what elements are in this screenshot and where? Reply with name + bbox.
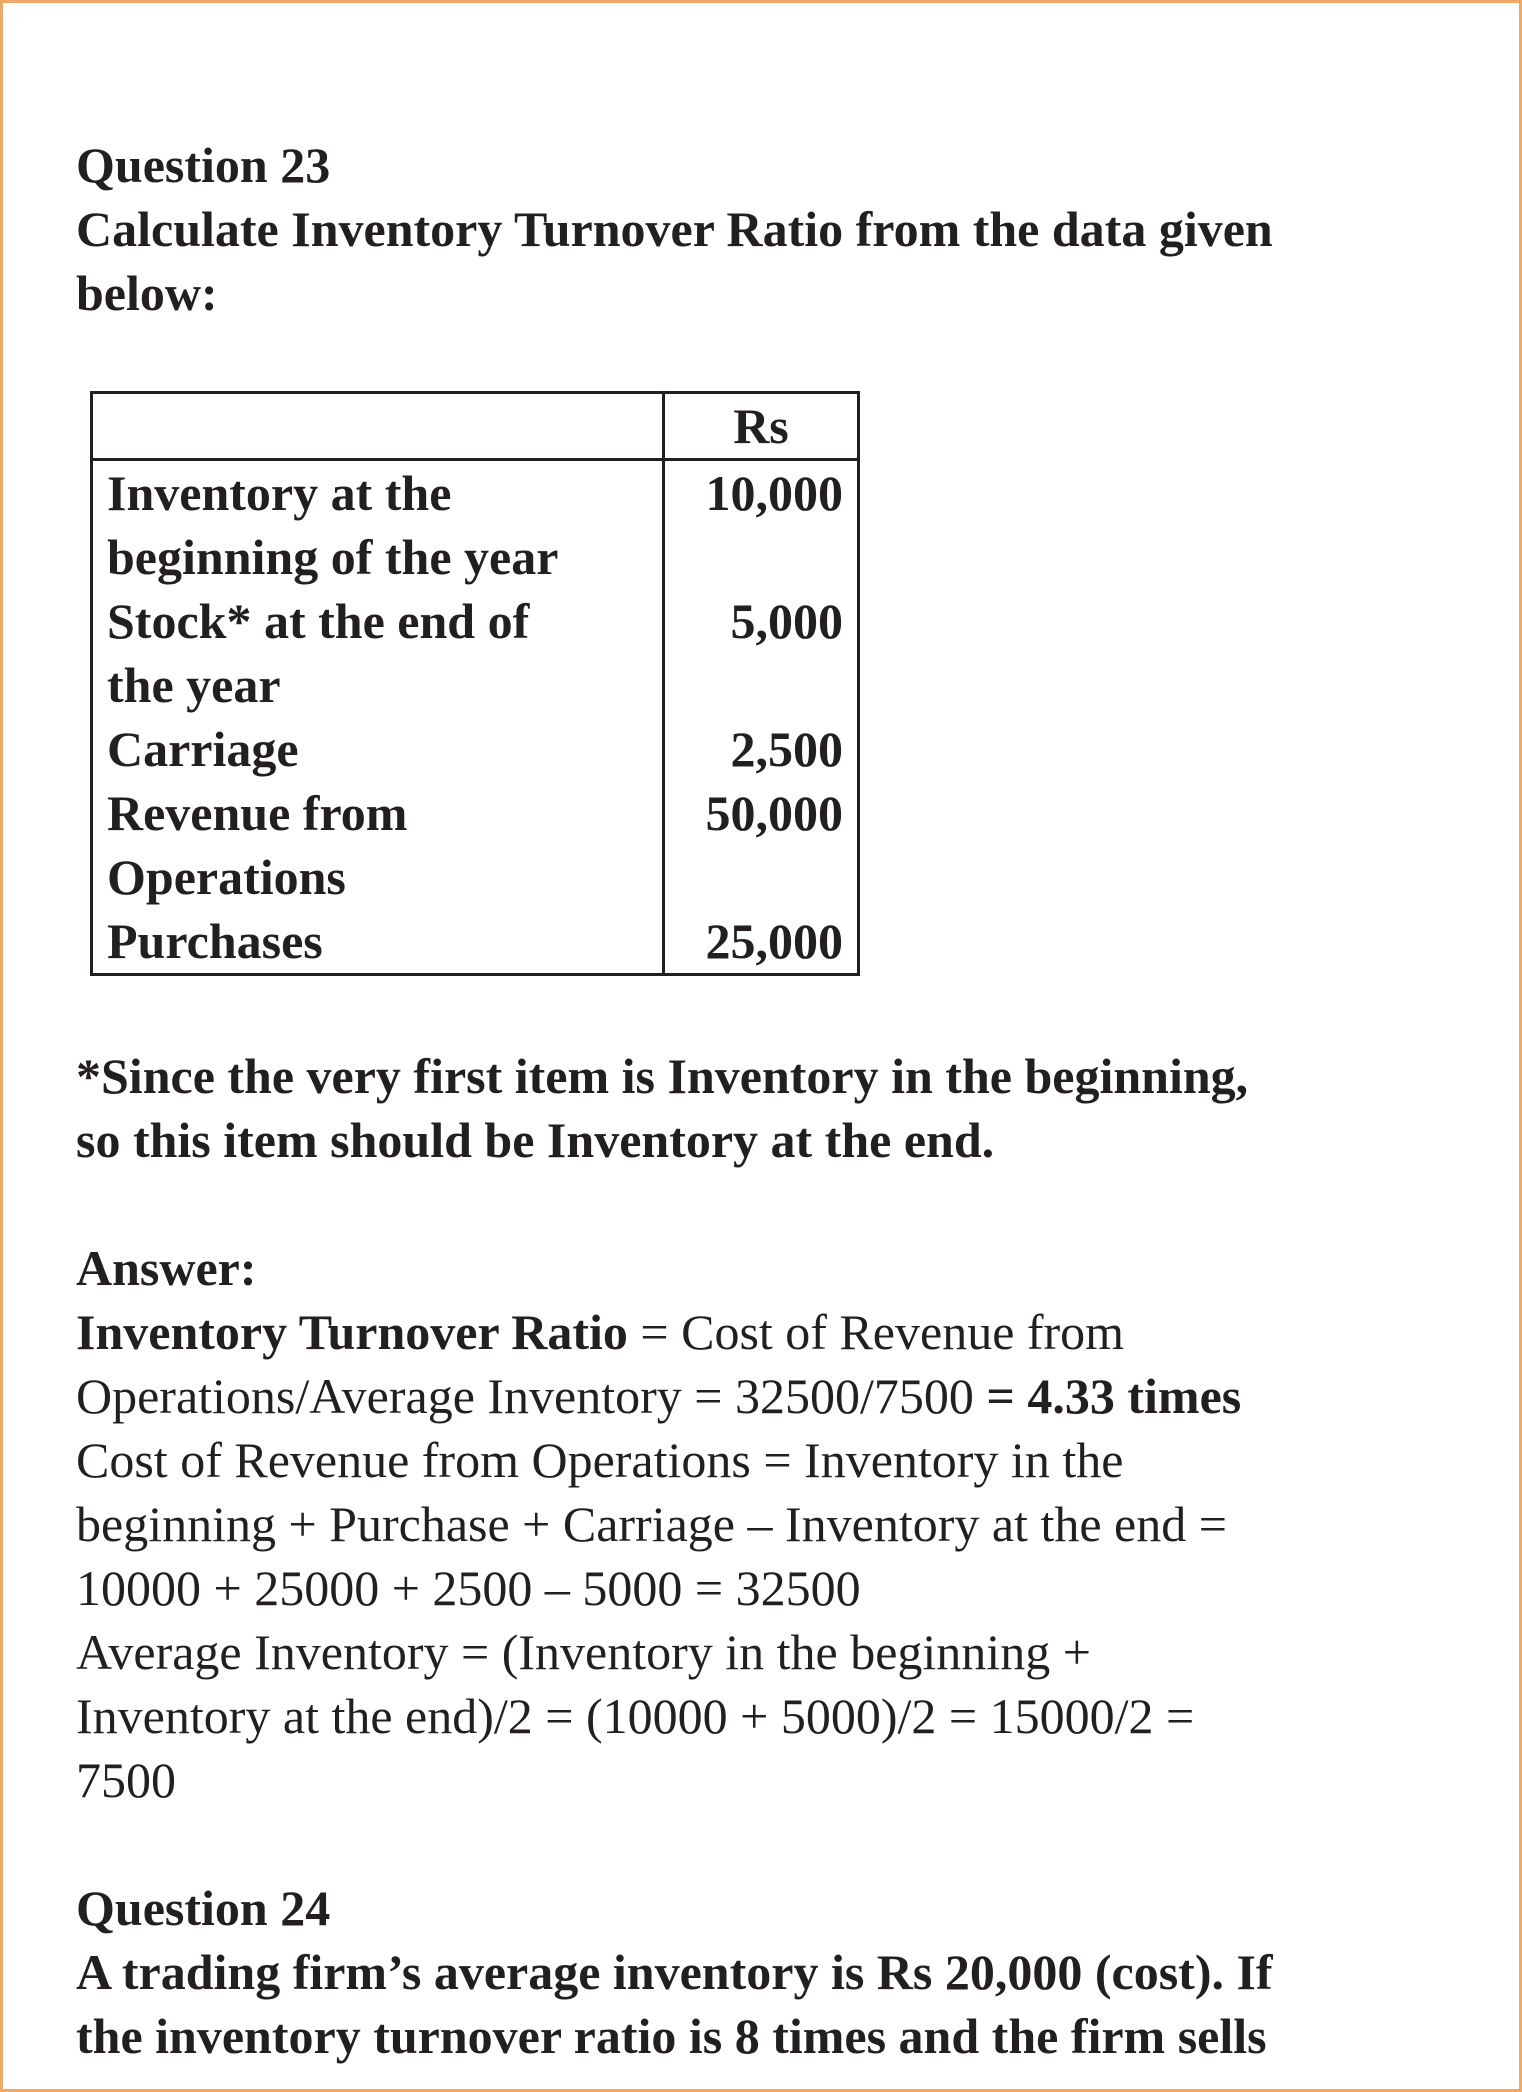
answer-cost-line-2: beginning + Purchase + Carriage – Inventory at the end = [76, 1496, 1227, 1552]
table-row-label: Carriage [92, 717, 664, 781]
footnote: *Since the very first item is Inventory in the beginning, so this item should be Inventory at the end. [76, 1048, 1249, 1168]
table-row [92, 589, 859, 717]
answer-avg-line-1: Average Inventory = (Inventory in the beginning + [76, 1624, 1091, 1680]
table-header-row [92, 393, 859, 460]
table-row [92, 781, 859, 909]
table-row-label: Stock* at the end of the year [92, 589, 664, 717]
table-row-value: 2,500 [664, 717, 859, 781]
table-row [92, 909, 859, 975]
table-row-value: 25,000 [664, 909, 859, 975]
answer-avg-line-3: 7500 [76, 1752, 176, 1808]
table-row-label: Revenue from Operations [92, 781, 664, 909]
question-24-text-line-1: A trading firm’s average inventory is Rs 20,000 (cost). If [76, 1944, 1273, 2000]
table-row [92, 717, 859, 781]
question-24 [76, 1876, 1416, 2068]
answer-cost-line-3: 10000 + 25000 + 2500 – 5000 = 32500 [76, 1560, 861, 1616]
table-row-value: 5,000 [664, 589, 859, 717]
answer-itr-line-2: Operations/Average Inventory = 32500/7500 = 4.33 times [76, 1368, 1242, 1424]
question-24-text-line-2: the inventory turnover ratio is 8 times and the firm sells [76, 2008, 1267, 2064]
answer-cost-line-1: Cost of Revenue from Operations = Inventory in the [76, 1432, 1124, 1488]
table-row-label: Purchases [92, 909, 664, 975]
itr-result: = 4.33 times [986, 1368, 1242, 1424]
inventory-data-table [90, 391, 860, 976]
question-23-text: Calculate Inventory Turnover Ratio from the data given below: [76, 201, 1273, 321]
table-header-blank [92, 393, 664, 460]
answer-itr-line-1: Inventory Turnover Ratio = Cost of Revenue from [76, 1304, 1125, 1360]
question-23-title: Question 23 [76, 137, 331, 193]
table-row [92, 460, 859, 590]
answer-avg-line-2: Inventory at the end)/2 = (10000 + 5000)/2 = 15000/2 = [76, 1688, 1195, 1744]
document-content [76, 133, 1416, 2068]
table-row-label: Inventory at the beginning of the year [92, 460, 664, 590]
table-header-unit: Rs [664, 393, 859, 460]
answer-heading: Answer: [76, 1240, 257, 1296]
answer-section [76, 1236, 1416, 1812]
question-24-title: Question 24 [76, 1880, 331, 1936]
table-row-value: 50,000 [664, 781, 859, 909]
table-row-value: 10,000 [664, 460, 859, 590]
itr-label: Inventory Turnover Ratio [76, 1304, 628, 1360]
